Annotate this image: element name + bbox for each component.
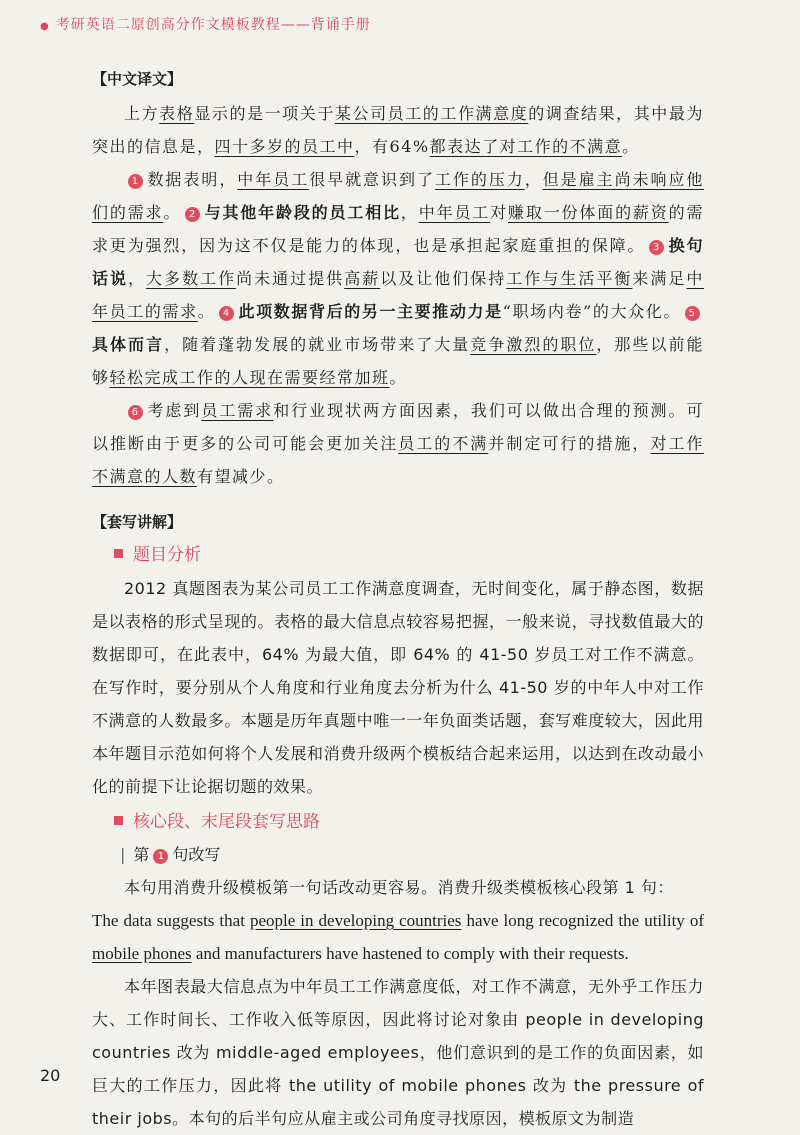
running-header — [40, 14, 371, 34]
number-badge-1: 1 — [153, 849, 168, 864]
number-badge-3: 3 — [649, 240, 664, 255]
page-content — [92, 68, 704, 1135]
analysis-body-2: 本句用消费升级模板第一句话改动更容易。消费升级类模板核心段第 1 句： — [124, 878, 674, 897]
bullet-icon: ● — [40, 21, 50, 32]
vertical-bar-icon: | — [120, 845, 126, 864]
analysis-body-1: 2012 真题图表为某公司员工工作满意度调查，无时间变化，属于静态图，数据是以表格的形式呈现的。表格的最大信息点较容易把握，一般来说，寻找数值最大的数据即可，在此表中，64% 为最大值，即 64% 的 41-50 岁员工对工作不满意。在写作时，要分别从个人角度和行业角度去分析为什么 41-50 岁的中年人中对工作不满意的人数最多。本题是历年真题中唯一一年负面类话题，套写难度较大，因此用本年题目示范如何将个人发展和消费升级两个模板结合起来运用，以达到在改动最小化的前提下让论据切题的效果。 — [92, 579, 704, 796]
number-badge-6: 6 — [128, 405, 143, 420]
square-bullet-icon — [114, 816, 123, 825]
subheading-core-paragraph: 核心段、末尾段套写思路 — [114, 807, 704, 837]
translation-para-1: 上方表格显示的是一项关于某公司员工的工作满意度的调查结果，其中最为突出的信息是，四十多岁的员工中，有64%都表达了对工作的不满意。 — [92, 104, 704, 156]
analysis-title: 【套写讲解】 — [92, 513, 183, 531]
template-sentence: The data suggests that people in developing countries have long recognized the utility of mobile phones and manufacturers have hastened to comply with their requests. — [92, 911, 704, 963]
page-number: 20 — [40, 1066, 61, 1085]
translation-para-2: 1 数据表明，中年员工很早就意识到了工作的压力，但是雇主尚未响应他们的需求。 2 与其他年龄段的员工相比，中年员工对赚取一份体面的薪资的需求更为强烈，因为这不仅是能力的体现，也是承担起家庭重担的保障。 3 换句话说，大多数工作尚未通过提供高薪以及让他们保持工作与生活平衡来满足中年员工的需求。 4 此项数据背后的另一主要推动力是“职场内卷”的大众化。 5具体而言，随着蓬勃发展的就业市场带来了大量竞争激烈的职位，那些以前能够轻松完成工作的人现在需要经常加班。 — [92, 170, 704, 387]
translation-title: 【中文译文】 — [92, 70, 183, 88]
header-title: 考研英语二原创高分作文模板教程——背诵手册 — [55, 17, 371, 33]
subheading-topic-analysis: 题目分析 — [114, 540, 704, 570]
minor-heading: | 第 1 句改写 — [120, 845, 221, 864]
number-badge-4: 4 — [219, 306, 234, 321]
analysis-body-3: 本年图表最大信息点为中年员工工作满意度低，对工作不满意，无外乎工作压力大、工作时间长、工作收入低等原因，因此将讨论对象由 people in developing countries 改为 middle-aged employees，他们意识到的是工作的负面因素，如巨大的工作压力，因此将 the utility of mobile phones 改为 the pressure of their jobs。本句的后半句应从雇主或公司角度寻找原因，模板原文为制造 — [92, 977, 704, 1128]
square-bullet-icon — [114, 549, 123, 558]
number-badge-2: 2 — [185, 207, 200, 222]
number-badge-1: 1 — [128, 174, 143, 189]
number-badge-5: 5 — [685, 306, 700, 321]
translation-para-3: 6 考虑到员工需求和行业现状两方面因素，我们可以做出合理的预测。可以推断由于更多的公司可能会更加关注员工的不满并制定可行的措施，对工作不满意的人数有望减少。 — [92, 401, 704, 486]
